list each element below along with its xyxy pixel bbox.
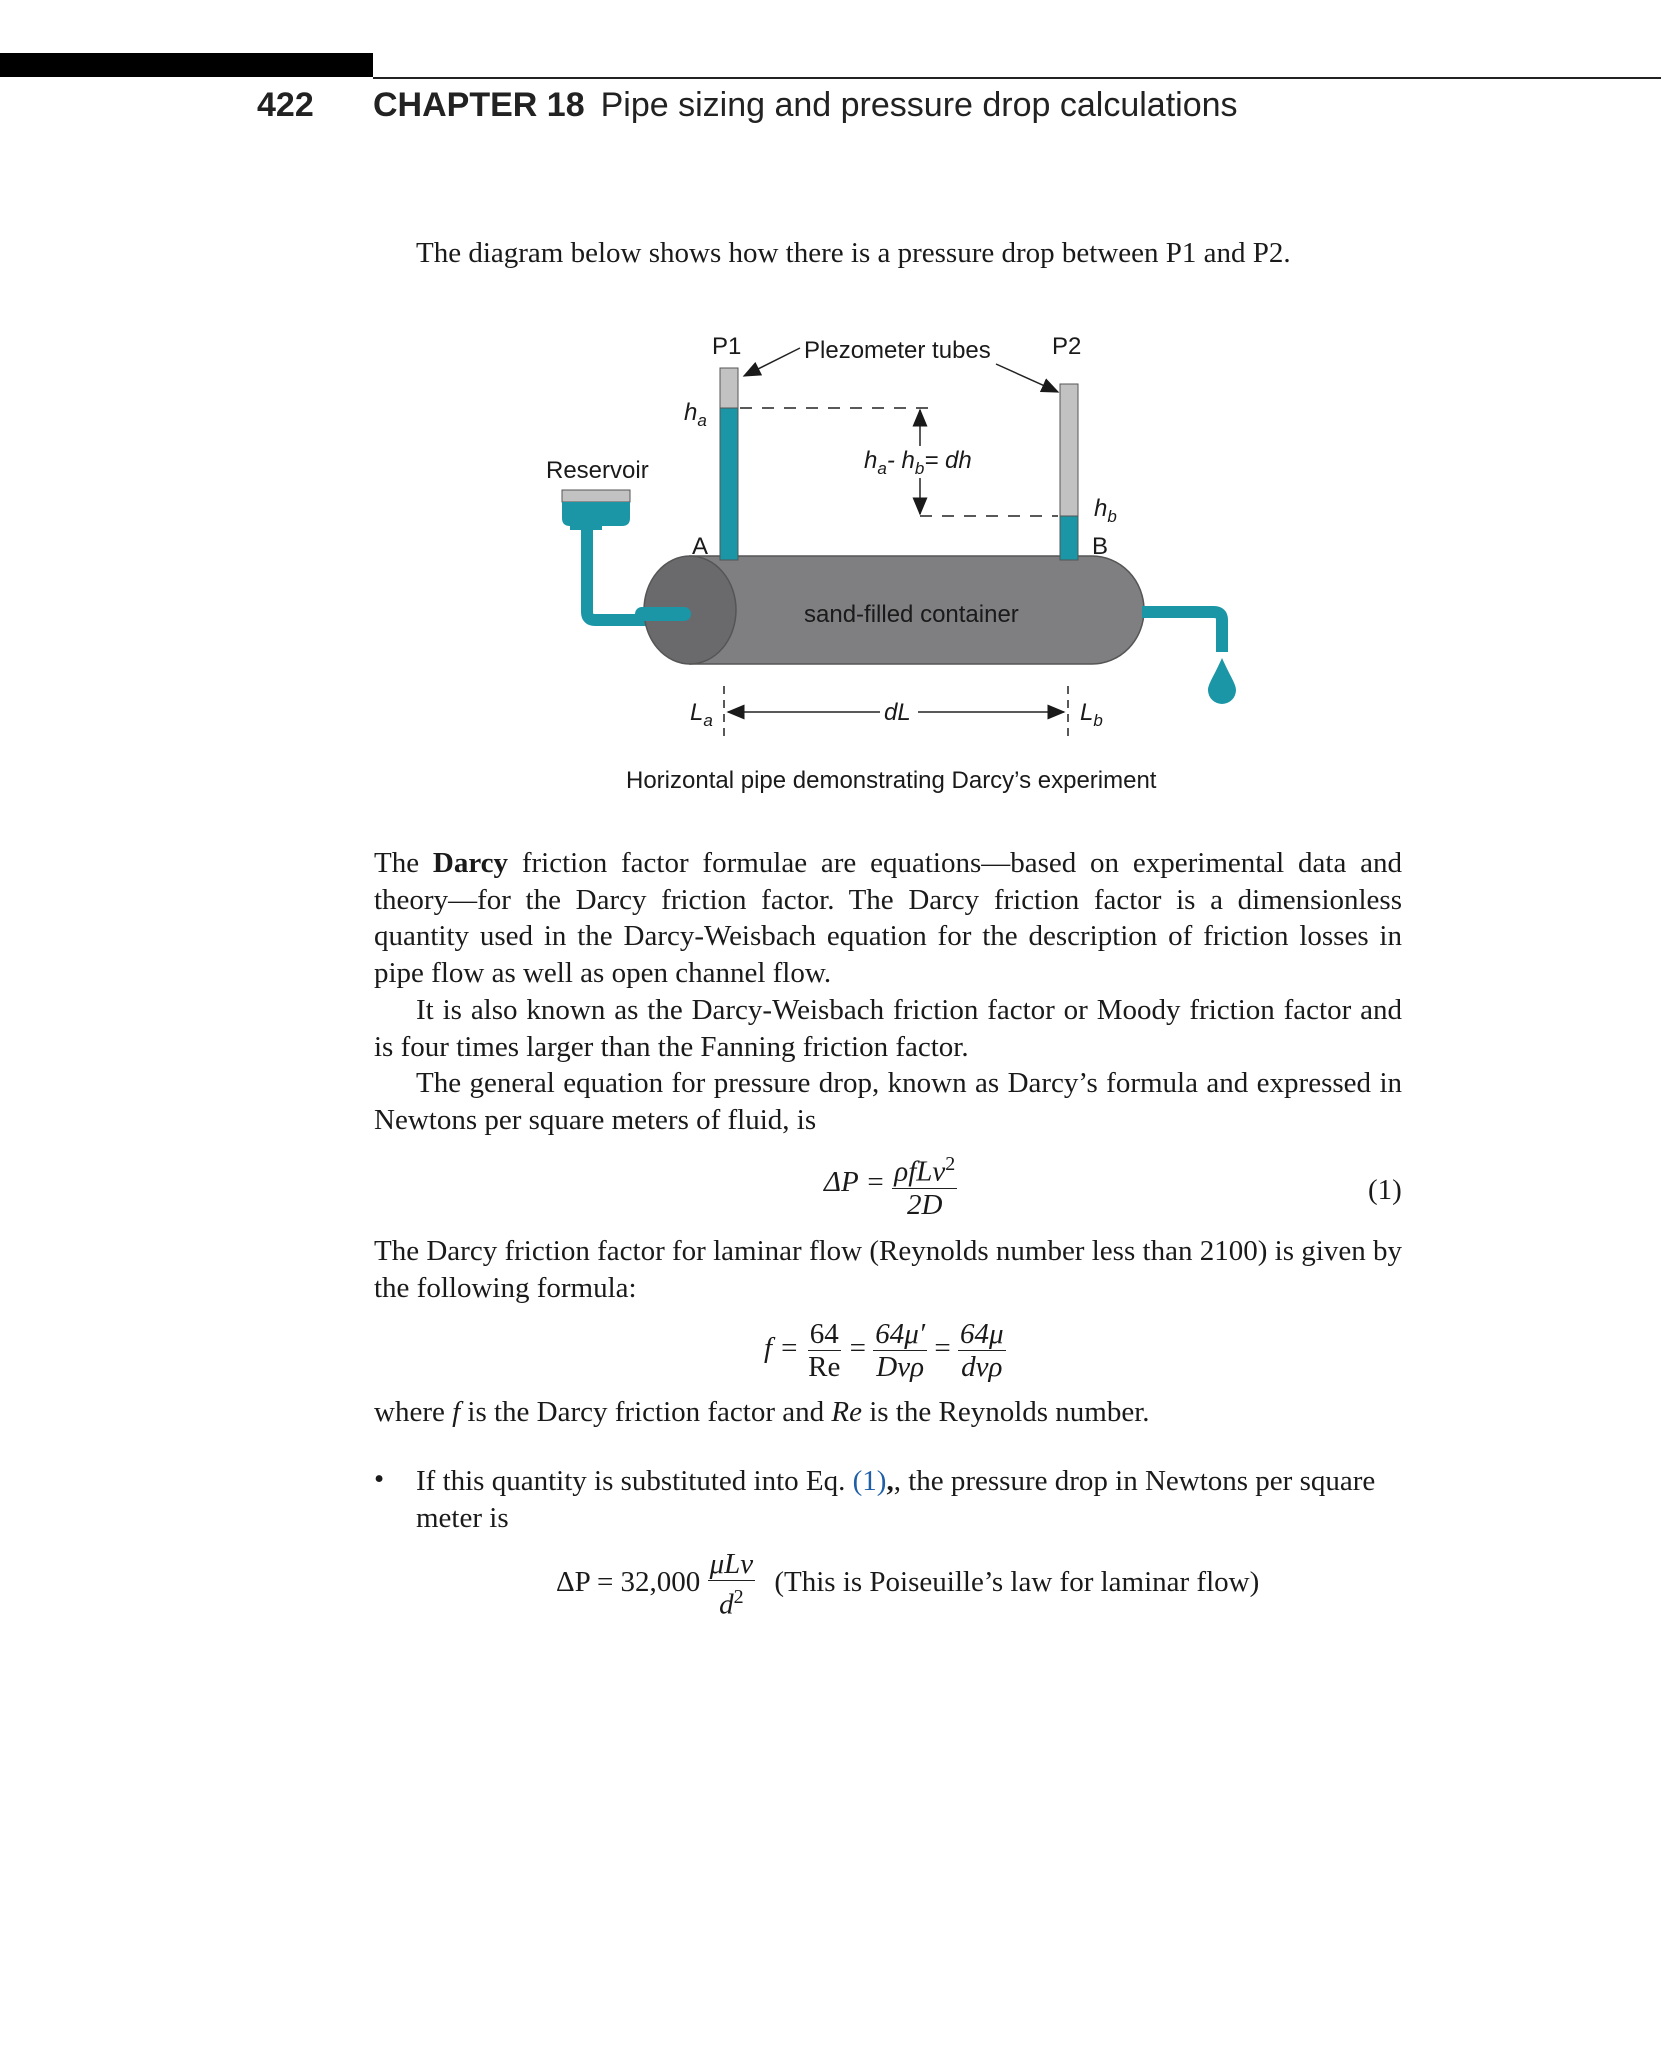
eq2-n1: 64 bbox=[809, 1318, 839, 1350]
label-ha bbox=[684, 399, 707, 430]
label-hb-sub: b bbox=[1107, 507, 1117, 526]
para1-bold-darcy: Darcy bbox=[432, 847, 509, 879]
label-hb bbox=[1094, 495, 1117, 526]
para5-b: is the Darcy friction factor and bbox=[460, 1396, 832, 1428]
eq2-frac-3 bbox=[958, 1318, 1006, 1383]
label-lb bbox=[1080, 699, 1103, 730]
label-piezometer-tubes: Plezometer tubes bbox=[804, 337, 991, 364]
label-p2: P2 bbox=[1052, 333, 1082, 360]
para5-a: where bbox=[374, 1396, 453, 1428]
eq2-frac-1 bbox=[806, 1318, 842, 1383]
tube-p1-water bbox=[720, 408, 738, 560]
figure-caption: Horizontal pipe demonstrating Darcy’s experiment bbox=[626, 767, 1157, 794]
equation-2 bbox=[764, 1318, 1006, 1383]
bullet-mark: • bbox=[374, 1463, 385, 1495]
paragraph-darcy-intro bbox=[374, 845, 1402, 992]
eq3-num: μLv bbox=[709, 1548, 754, 1580]
outlet-pipe bbox=[1142, 612, 1222, 652]
bullet-text-a: If this quantity is substituted into Eq. bbox=[416, 1465, 853, 1497]
page-number: 422 bbox=[257, 86, 314, 124]
label-dl: dL bbox=[884, 699, 911, 726]
eq1-lhs: ΔP = bbox=[824, 1165, 886, 1198]
label-ha-h: h bbox=[684, 399, 698, 426]
label-hb-h: h bbox=[1094, 495, 1108, 522]
para5-c: is the Reynolds number. bbox=[861, 1396, 1150, 1428]
label-la-sub: a bbox=[703, 711, 713, 730]
label-dh-mid: - h bbox=[886, 447, 915, 474]
tube-p2-water bbox=[1060, 516, 1078, 560]
para5-f: f bbox=[452, 1396, 461, 1428]
eq3-fraction bbox=[708, 1548, 756, 1621]
label-dh bbox=[864, 447, 972, 478]
label-dh-end: = dh bbox=[924, 447, 972, 474]
para1-start: The bbox=[374, 847, 433, 879]
water-drop bbox=[1208, 658, 1236, 704]
tube-p1-empty bbox=[720, 368, 738, 408]
eq1-reference-link[interactable]: (1) bbox=[852, 1465, 887, 1497]
paragraph-where bbox=[374, 1394, 1402, 1431]
bullet-text bbox=[416, 1463, 1402, 1536]
eq2-equals-2: = bbox=[934, 1332, 951, 1365]
tube-p2-empty bbox=[1060, 384, 1078, 516]
label-a: A bbox=[692, 533, 709, 560]
eq2-lhs: f = bbox=[764, 1332, 799, 1365]
eq1-num-text: ρfLv bbox=[894, 1155, 946, 1188]
eq2-frac-2 bbox=[873, 1318, 927, 1383]
bullet-text-b: , the pressure drop in Newtons per square meter is bbox=[416, 1465, 1376, 1534]
eq3-den-sup: 2 bbox=[733, 1586, 744, 1608]
eq3-lhs-text: ΔP = 32,000 bbox=[556, 1565, 701, 1598]
paragraph-also-known: It is also known as the Darcy-Weisbach friction factor or Moody friction factor and is four times larger than the Fanning friction factor. bbox=[374, 994, 1402, 1063]
paragraph-general-equation: The general equation for pressure drop, known as Darcy’s formula and expressed in Newtons per square meters of fluid, is bbox=[374, 1067, 1402, 1136]
para5-re: Re bbox=[831, 1396, 862, 1428]
label-lb-l: L bbox=[1080, 699, 1094, 726]
eq2-equals-1: = bbox=[849, 1332, 866, 1365]
darcy-experiment-figure bbox=[0, 0, 1661, 820]
reservoir-lid bbox=[562, 490, 630, 502]
tube-pointer-p2 bbox=[996, 364, 1058, 392]
bullet-comma: , bbox=[886, 1465, 894, 1497]
tube-pointer-p1 bbox=[744, 348, 800, 376]
equation-1-number: (1) bbox=[1368, 1174, 1402, 1206]
chapter-label: CHAPTER 18 bbox=[373, 86, 585, 124]
chapter-title: Pipe sizing and pressure drop calculations bbox=[600, 86, 1238, 124]
eq1-num-sup: 2 bbox=[945, 1153, 956, 1175]
eq3-den-d: d bbox=[719, 1588, 734, 1621]
eq2-n3: 64μ bbox=[959, 1318, 1004, 1350]
label-ha-sub: a bbox=[697, 411, 707, 430]
label-p1: P1 bbox=[712, 333, 742, 360]
label-reservoir: Reservoir bbox=[546, 457, 649, 484]
label-container: sand-filled container bbox=[804, 601, 1019, 628]
label-dh-ha-sub: a bbox=[877, 459, 887, 478]
label-la bbox=[690, 699, 713, 730]
eq2-d2: Dvρ bbox=[876, 1351, 925, 1383]
label-lb-sub: b bbox=[1093, 711, 1103, 730]
eq1-fraction bbox=[892, 1148, 957, 1221]
eq2-d3: dvρ bbox=[961, 1351, 1003, 1383]
label-dh-hb-sub: b bbox=[914, 459, 925, 478]
eq1-denominator: 2D bbox=[907, 1188, 943, 1221]
intro-sentence: The diagram below shows how there is a pressure drop between P1 and P2. bbox=[416, 237, 1291, 269]
eq3-note: (This is Poiseuille’s law for laminar flow) bbox=[774, 1565, 1260, 1598]
eq2-d1: Re bbox=[808, 1351, 841, 1383]
eq3-den bbox=[717, 1581, 746, 1621]
label-dh-ha: h bbox=[864, 447, 878, 474]
paragraph-laminar: The Darcy friction factor for laminar flow (Reynolds number less than 2100) is given by the following formula: bbox=[374, 1235, 1402, 1304]
reservoir-basin bbox=[562, 502, 630, 530]
label-b: B bbox=[1092, 533, 1109, 560]
para1-rest: friction factor formulae are equations—based on experimental data and theory—for the Darcy friction factor. The Darcy friction factor is a dimensionless quantity used in the Darcy-Weisbach equation for the description of friction losses in pipe flow as well as open channel flow. bbox=[374, 847, 1402, 990]
label-la-l: L bbox=[690, 699, 704, 726]
eq2-n2: 64μ′ bbox=[875, 1318, 926, 1350]
equation-3 bbox=[556, 1548, 1259, 1621]
eq1-numerator bbox=[892, 1148, 957, 1189]
equation-1 bbox=[824, 1148, 957, 1221]
